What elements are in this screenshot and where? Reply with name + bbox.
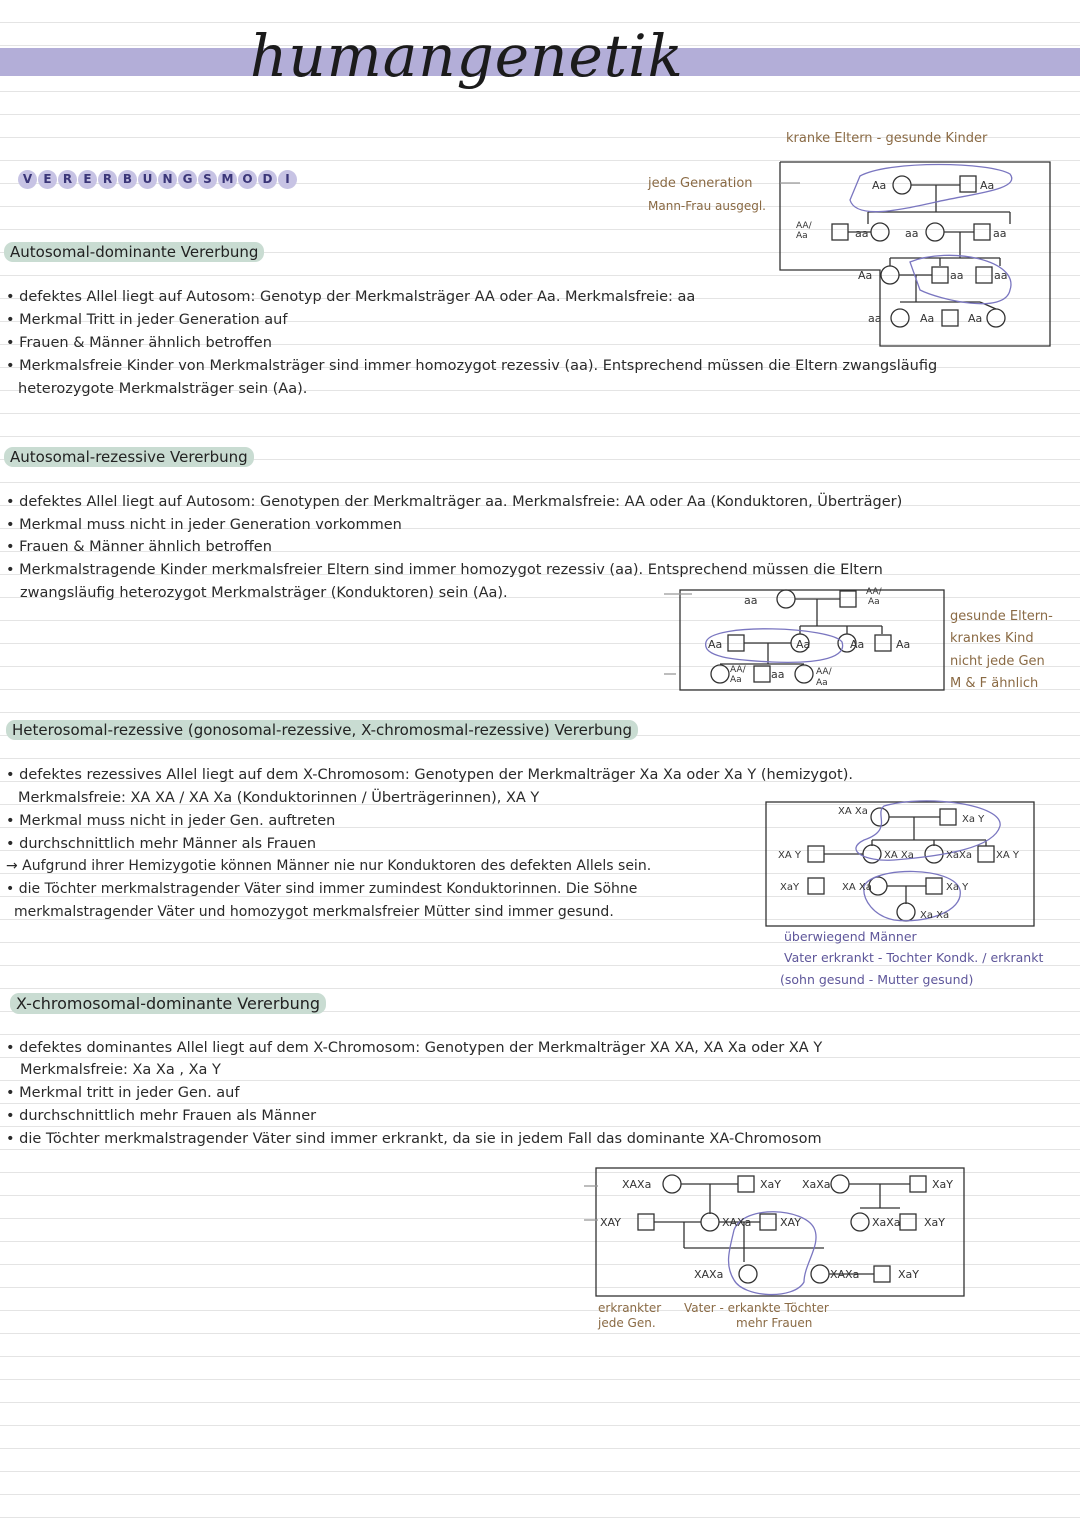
xr-label: XaXa (946, 850, 972, 861)
xd-label: XaY (898, 1268, 919, 1281)
ar-label: AA/ (866, 587, 882, 597)
badge-letter: O (238, 170, 257, 189)
ar-heading: Autosomal-rezessive Vererbung (4, 447, 254, 467)
xd-note-4: mehr Frauen (736, 1316, 813, 1330)
xr-bullet-1: • defektes rezessives Allel liegt auf dem X-Chromosom: Genotypen der Merkmalträger Xa Xa oder Xa Y (hemizygot). (6, 767, 853, 783)
ad-label: Aa (980, 179, 995, 192)
ar-note-3: nicht jede Gen (950, 654, 1045, 669)
ar-label: Aa (796, 638, 811, 651)
ar-label: AA/ (816, 667, 832, 677)
xd-pedigree (584, 1164, 984, 1300)
ad-label: aa (950, 269, 964, 282)
xd-label: XAXa (830, 1268, 860, 1281)
ar-label: aa (744, 594, 758, 607)
xr-label: Xa Y (962, 814, 985, 825)
xr-bullet-5: → Aufgrund ihrer Hemizygotie können Männer nie nur Konduktoren des defekten Allels sein. (6, 858, 652, 874)
xd-label: XAY (600, 1216, 621, 1229)
xd-label: XAXa (694, 1268, 724, 1281)
ar-note-4: M & F ähnlich (950, 676, 1039, 691)
xr-label: Xa Xa (920, 910, 950, 921)
ar-bullet-5: zwangsläufig heterozygot Merkmalsträger (Konduktoren) sein (Aa). (20, 585, 508, 601)
xr-note-2: Vater erkrankt - Tochter Kondk. / erkrankt (784, 950, 1044, 965)
xr-label: XA Xa (842, 882, 872, 893)
xr-label: XA Xa (838, 806, 868, 817)
ad-bullet-3: • Frauen & Männer ähnlich betroffen (6, 335, 272, 351)
xr-label: Xa Y (946, 882, 969, 893)
ad-note-generation: jede Generation (648, 176, 753, 191)
xr-heading: Heterosomal-rezessive (gonosomal-rezessive, X-chromosmal-rezessive) Vererbung (6, 720, 638, 740)
ad-label: aa (868, 312, 882, 325)
ar-label: Aa (896, 638, 911, 651)
badge-letter: G (178, 170, 197, 189)
ad-heading: Autosomal-dominante Vererbung (4, 242, 264, 262)
ad-note-mann-frau: Mann-Frau ausgegl. (648, 199, 766, 213)
xr-bullet-3: • Merkmal muss nicht in jeder Gen. auftreten (6, 813, 336, 829)
ad-bullet-2: • Merkmal Tritt in jeder Generation auf (6, 312, 288, 328)
ad-label: AA/ (796, 221, 812, 231)
badge-letter: N (158, 170, 177, 189)
ad-note-top: kranke Eltern - gesunde Kinder (786, 131, 988, 146)
vererbungsmodi-badges (18, 170, 297, 189)
xd-label: XAXa (722, 1216, 752, 1229)
badge-letter: R (58, 170, 77, 189)
xd-label: XaY (924, 1216, 945, 1229)
xd-bullet-3: • Merkmal tritt in jeder Gen. auf (6, 1085, 240, 1101)
page-title: humangenetik (250, 22, 684, 90)
xd-label: XaY (932, 1178, 953, 1191)
badge-letter: R (98, 170, 117, 189)
ad-bullet-5: heterozygote Merkmalsträger sein (Aa). (18, 381, 308, 397)
ar-label: aa (771, 668, 785, 681)
xd-note-1: erkrankter (598, 1301, 662, 1315)
xd-note-2: jede Gen. (598, 1316, 656, 1330)
ar-note-1: gesunde Eltern- (950, 609, 1053, 624)
xr-bullet-7: merkmalstragender Väter und homozygot merkmalsfreier Mütter sind immer gesund. (14, 904, 614, 920)
xd-bullet-1: • defektes dominantes Allel liegt auf dem X-Chromosom: Genotypen der Merkmalträger XA XA, XA Xa oder XA Y (6, 1040, 823, 1056)
ar-pedigree (672, 582, 952, 694)
xr-bullet-6: • die Töchter merkmalstragender Väter sind immer zumindest Konduktorinnen. Die Söhne (6, 881, 638, 897)
ar-label: Aa (816, 678, 828, 688)
ad-label: Aa (872, 179, 887, 192)
xd-bullet-5: • die Töchter merkmalstragender Väter sind immer erkrankt, da sie in jedem Fall das dominante XA-Chromosom (6, 1131, 822, 1147)
xr-note-3: (sohn gesund - Mutter gesund) (780, 972, 974, 987)
xd-bullet-4: • durchschnittlich mehr Frauen als Männer (6, 1108, 317, 1124)
ar-label: Aa (730, 675, 742, 685)
ad-label: aa (855, 227, 869, 240)
ad-label: Aa (796, 231, 808, 241)
ar-bullet-2: • Merkmal muss nicht in jeder Generation vorkommen (6, 517, 402, 533)
ar-label: Aa (708, 638, 723, 651)
xr-label: XA Y (996, 850, 1019, 861)
xd-label: XaXa (872, 1216, 901, 1229)
xr-bullet-4: • durchschnittlich mehr Männer als Frauen (6, 836, 317, 852)
ar-label: Aa (868, 597, 880, 607)
xr-bullet-2: Merkmalsfreie: XA XA / XA Xa (Konduktorinnen / Überträgerinnen), XA Y (18, 790, 540, 806)
ar-label: Aa (850, 638, 865, 651)
ad-bullet-1: • defektes Allel liegt auf Autosom: Genotyp der Merkmalsträger AA oder Aa. Merkmalsfreie: aa (6, 289, 696, 305)
badge-letter: U (138, 170, 157, 189)
badge-letter: E (78, 170, 97, 189)
ar-note-2: krankes Kind (950, 631, 1034, 646)
badge-letter: B (118, 170, 137, 189)
xd-note-3: Vater - erkankte Töchter (684, 1301, 829, 1315)
xr-label: XA Y (778, 850, 801, 861)
xd-label: XAY (780, 1216, 801, 1229)
xd-label: XAXa (622, 1178, 652, 1191)
xd-bullet-2: Merkmalsfreie: Xa Xa , Xa Y (20, 1062, 221, 1078)
xr-label: XA Xa (884, 850, 914, 861)
ar-bullet-3: • Frauen & Männer ähnlich betroffen (6, 539, 272, 555)
ad-label: Aa (858, 269, 873, 282)
xd-label: XaY (760, 1178, 781, 1191)
xr-pedigree (764, 800, 1064, 930)
ad-label: aa (905, 227, 919, 240)
badge-letter: E (38, 170, 57, 189)
xr-label: XaY (780, 882, 800, 893)
ad-pedigree (760, 150, 1060, 350)
ad-label: Aa (968, 312, 983, 325)
badge-letter: S (198, 170, 217, 189)
ar-label: AA/ (730, 665, 746, 675)
badge-letter: M (218, 170, 237, 189)
ad-label: Aa (920, 312, 935, 325)
ad-bullet-4: • Merkmalsfreie Kinder von Merkmalsträger sind immer homozygot rezessiv (aa). Entsprechend müssen die Eltern zwangsläufig (6, 358, 938, 374)
xd-label: XaXa (802, 1178, 831, 1191)
xd-heading: X-chromosomal-dominante Vererbung (10, 993, 326, 1014)
ar-bullet-4: • Merkmalstragende Kinder merkmalsfreier Eltern sind immer homozygot rezessiv (aa). Entsprechend müssen die Eltern (6, 562, 883, 578)
badge-letter: I (278, 170, 297, 189)
xr-note-1: überwiegend Männer (784, 929, 917, 944)
badge-letter: V (18, 170, 37, 189)
ad-label: aa (993, 227, 1007, 240)
badge-letter: D (258, 170, 277, 189)
ar-bullet-1: • defektes Allel liegt auf Autosom: Genotypen der Merkmalträger aa. Merkmalsfreie: AA oder Aa (Konduktoren, Überträger) (6, 494, 903, 510)
ad-label: aa (994, 269, 1008, 282)
